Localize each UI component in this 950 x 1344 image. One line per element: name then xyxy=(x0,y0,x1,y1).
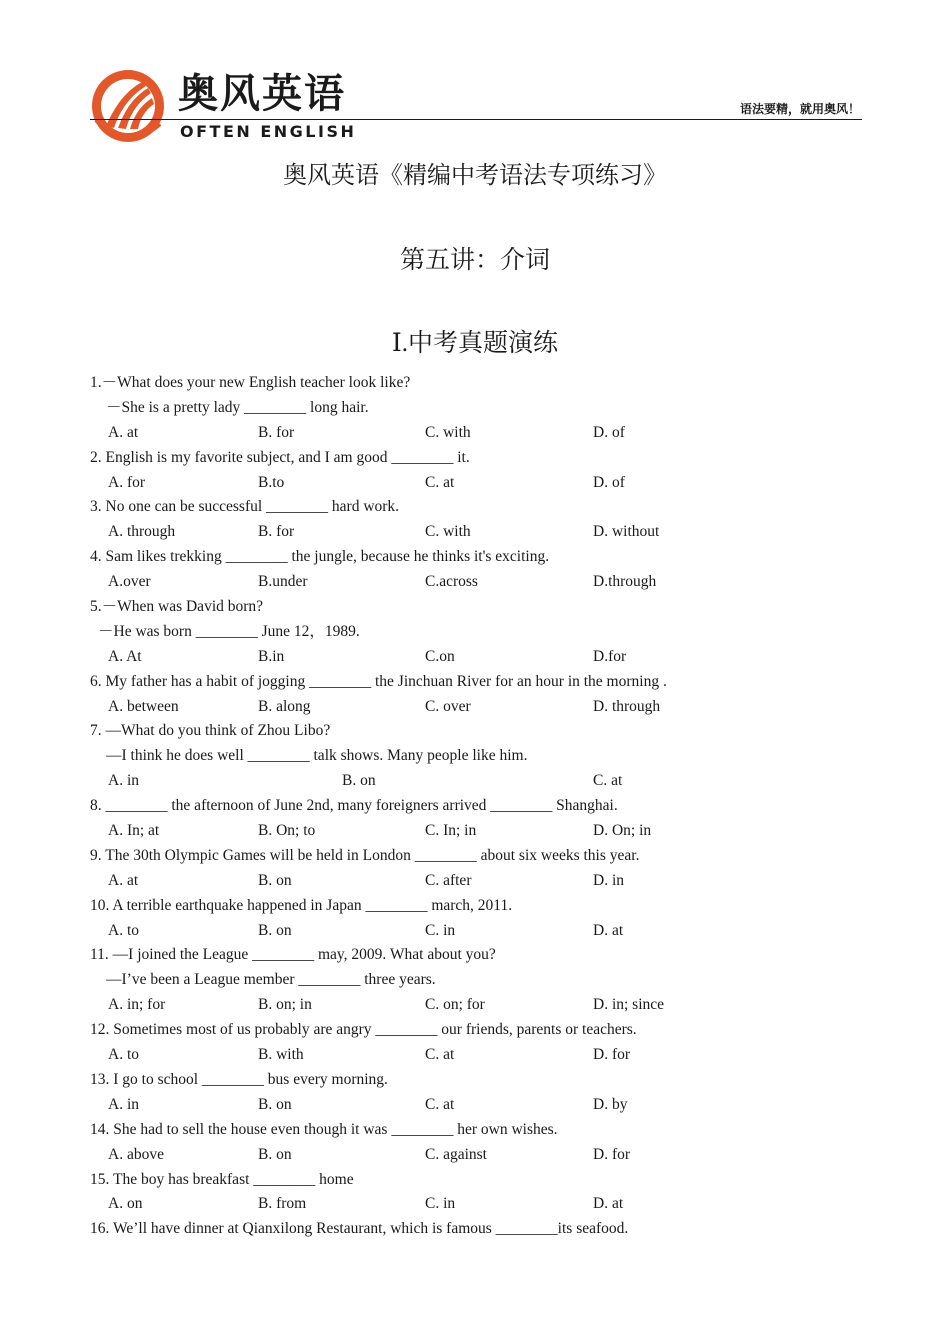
answer-option: D.through xyxy=(593,573,657,591)
answer-option: B.in xyxy=(258,647,285,665)
question-text: 13. I go to school ________ bus every morning. xyxy=(90,1070,388,1088)
section-title: Ⅰ.中考真题演练 xyxy=(391,330,559,357)
answer-option: A. above xyxy=(108,1145,164,1163)
answer-option: D. On; in xyxy=(593,822,652,840)
answer-option: A. at xyxy=(108,871,139,889)
answer-options xyxy=(90,471,880,496)
answer-option: C. against xyxy=(425,1145,487,1163)
answer-option: B. on xyxy=(258,1095,292,1113)
answer-option: B. for xyxy=(258,423,295,441)
answer-option: A. to xyxy=(108,921,139,939)
question-text: —I’ve been a League member ________ three years. xyxy=(106,971,436,989)
answer-option: C. over xyxy=(425,697,471,715)
answer-option: B. from xyxy=(258,1195,307,1213)
answer-option: D. for xyxy=(593,1046,631,1064)
answer-option: C. In; in xyxy=(425,822,477,840)
answer-option: A. at xyxy=(108,423,139,441)
answer-option: B. on; in xyxy=(258,996,312,1014)
brand-name-cn: 奥风英语 xyxy=(178,71,346,117)
question-text: 2. English is my favorite subject, and I am good ________ it. xyxy=(90,448,470,466)
question-text: 1.－What does your new English teacher look like? xyxy=(90,374,411,391)
answer-options xyxy=(90,919,880,944)
answer-option: C. on; for xyxy=(425,996,485,1014)
question-text: 16. We’ll have dinner at Qianxilong Restaurant, which is famous ________its seafood. xyxy=(90,1220,629,1238)
answer-option: B. along xyxy=(258,697,311,715)
answer-option: B. on xyxy=(258,1145,292,1163)
answer-option: C. at xyxy=(425,473,455,491)
document-title: 奥风英语《精编中考语法专项练习》 xyxy=(283,163,667,189)
question-list xyxy=(90,371,880,1242)
answer-option: D. without xyxy=(593,523,660,541)
question-text: 4. Sam likes trekking ________ the jungle, because he thinks it's exciting. xyxy=(90,548,550,566)
question-text: 10. A terrible earthquake happened in Japan ________ march, 2011. xyxy=(90,896,513,914)
answer-option: B. with xyxy=(258,1046,304,1064)
answer-options xyxy=(90,769,880,794)
answer-option: D. in; since xyxy=(593,996,665,1014)
answer-option: B. for xyxy=(258,523,295,541)
question-text: －She is a pretty lady ________ long hair. xyxy=(106,398,369,416)
answer-option: D. of xyxy=(593,423,625,441)
answer-option: D. at xyxy=(593,1195,624,1213)
question-text: 6. My father has a habit of jogging ________ the Jinchuan River for an hour in the morning . xyxy=(90,672,667,690)
answer-option: D. for xyxy=(593,1145,631,1163)
answer-options xyxy=(90,819,880,844)
answer-option: D. at xyxy=(593,921,624,939)
lecture-title: 第五讲：介词 xyxy=(399,247,550,274)
answer-option: C. at xyxy=(425,1046,455,1064)
question-text: 7. —What do you think of Zhou Libo? xyxy=(90,722,331,740)
header-slogan: 语法要精，就用奥风！ xyxy=(739,102,860,116)
answer-option: B.under xyxy=(258,573,308,591)
answer-option: C. with xyxy=(425,523,471,541)
question-text: 9. The 30th Olympic Games will be held in London ________ about six weeks this year. xyxy=(90,846,640,864)
header-divider xyxy=(90,119,862,120)
question-text: －He was born ________ June 12，1989. xyxy=(98,622,360,640)
answer-options xyxy=(90,695,880,720)
answer-option: D.for xyxy=(593,647,627,665)
answer-option: D. in xyxy=(593,871,624,889)
answer-option: A. on xyxy=(108,1195,143,1213)
answer-options xyxy=(90,993,880,1018)
answer-option: D. of xyxy=(593,473,625,491)
answer-options xyxy=(90,645,880,670)
question-text: 14. She had to sell the house even though it was ________ her own wishes. xyxy=(90,1120,558,1138)
answer-option: A. in xyxy=(108,772,139,790)
answer-options xyxy=(90,869,880,894)
answer-option: D. by xyxy=(593,1095,628,1113)
question-text: 8. ________ the afternoon of June 2nd, many foreigners arrived ________ Shanghai. xyxy=(90,797,618,815)
answer-option: A. At xyxy=(108,647,142,665)
answer-option: C. at xyxy=(425,1095,455,1113)
answer-option: A. between xyxy=(108,697,179,715)
answer-options xyxy=(90,570,880,595)
answer-option: C.across xyxy=(425,573,478,591)
question-text: 12. Sometimes most of us probably are angry ________ our friends, parents or teachers. xyxy=(90,1021,637,1039)
answer-options xyxy=(90,1143,880,1168)
answer-option: C. after xyxy=(425,871,472,889)
answer-option: A. through xyxy=(108,523,176,541)
answer-option: B. On; to xyxy=(258,822,316,840)
question-text: 3. No one can be successful ________ hard work. xyxy=(90,498,400,516)
answer-option: C. at xyxy=(593,772,623,790)
answer-option: A. for xyxy=(108,473,146,491)
answer-options xyxy=(90,1043,880,1068)
orange-circle-logo-icon xyxy=(90,68,166,144)
question-text: 11. —I joined the League ________ may, 2009. What about you? xyxy=(90,946,496,964)
answer-option: D. through xyxy=(593,697,661,715)
answer-options xyxy=(90,520,880,545)
answer-option: A. in; for xyxy=(108,996,166,1014)
question-text: —I think he does well ________ talk shows. Many people like him. xyxy=(106,747,528,765)
answer-option: B.to xyxy=(258,473,285,491)
answer-option: B. on xyxy=(258,921,292,939)
answer-option: A. to xyxy=(108,1046,139,1064)
answer-option: B. on xyxy=(342,772,376,790)
answer-option: A.over xyxy=(108,573,151,591)
answer-option: C. in xyxy=(425,1195,456,1213)
answer-options xyxy=(90,421,880,446)
question-text: 5.－When was David born? xyxy=(90,598,264,616)
answer-option: C.on xyxy=(425,647,455,665)
answer-option: C. with xyxy=(425,423,471,441)
answer-options xyxy=(90,1192,880,1217)
question-text: 15. The boy has breakfast ________ home xyxy=(90,1170,354,1188)
answer-option: B. on xyxy=(258,871,292,889)
page-header xyxy=(0,0,950,160)
answer-option: A. In; at xyxy=(108,822,160,840)
answer-options xyxy=(90,1093,880,1118)
answer-option: C. in xyxy=(425,921,456,939)
brand-name-en: OFTEN ENGLISH xyxy=(180,122,357,141)
answer-option: A. in xyxy=(108,1095,139,1113)
